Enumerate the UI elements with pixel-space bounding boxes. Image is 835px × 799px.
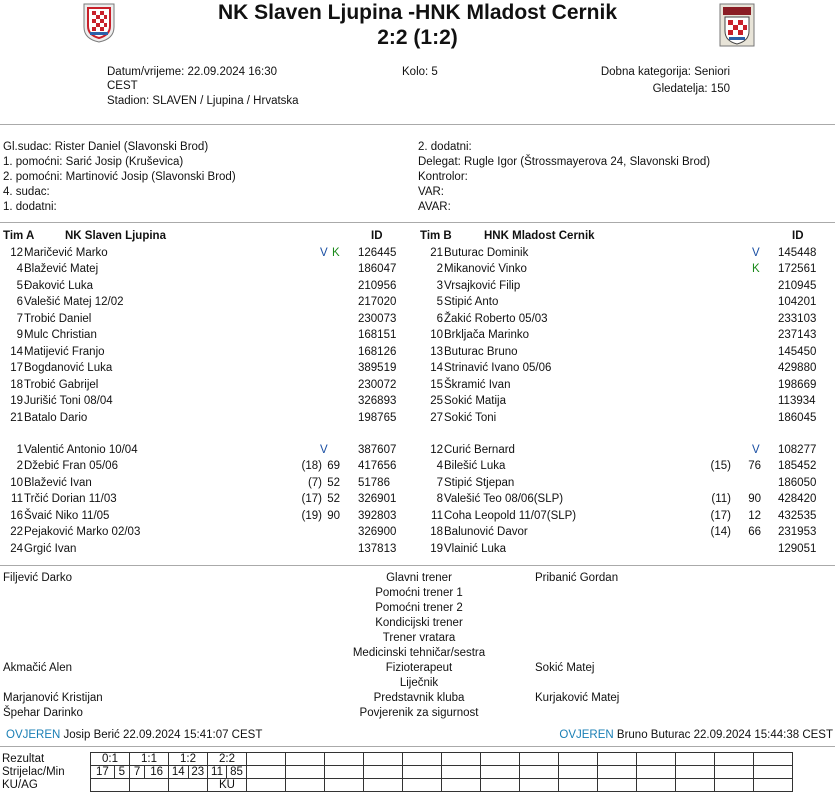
empty-cell	[286, 766, 325, 779]
player-name: Blažević Ivan	[24, 476, 92, 489]
player-id: 172561	[778, 263, 817, 276]
player-id: 168126	[358, 345, 397, 358]
empty-cell	[676, 779, 715, 792]
player-number: 22	[10, 526, 23, 539]
ku-cell	[91, 779, 130, 792]
player-id: 326901	[358, 493, 397, 506]
verified-by: Josip Berić 22.09.2024 15:41:07 CEST	[63, 729, 263, 741]
player-name: Blažević Matej	[24, 263, 99, 276]
player-number: 8	[436, 493, 443, 506]
player-id: 417656	[358, 460, 397, 473]
result-cell: 1:1	[130, 753, 169, 766]
empty-cell	[442, 766, 481, 779]
player-number: 5	[16, 279, 23, 292]
player-id: 217020	[358, 296, 397, 309]
ku-cell: KU	[208, 779, 247, 792]
player-id: 230072	[358, 378, 397, 391]
player-id: 168151	[358, 329, 397, 342]
player-name: Sokić Toni	[444, 411, 497, 424]
empty-cell	[598, 766, 637, 779]
team-b-label: Tim B	[420, 230, 452, 242]
official-line: 2. pomoćni: Martinović Josip (Slavonski Brod)	[3, 171, 236, 183]
player-id: 392803	[358, 509, 397, 522]
player-name: Bogdanović Luka	[24, 362, 113, 375]
empty-cell	[637, 779, 676, 792]
scorer-minute: 16	[145, 766, 169, 779]
player-name: Sokić Matija	[444, 395, 506, 408]
player-name: Trobić Gabrijel	[24, 378, 99, 391]
empty-cell	[520, 753, 559, 766]
staff-role: Medicinski tehničar/sestra	[352, 647, 486, 659]
staff-member-a: Akmačić Alen	[3, 662, 73, 674]
player-row	[0, 377, 835, 393]
match-stadium: Stadion: SLAVEN / Ljupina / Hrvatska	[107, 95, 299, 107]
empty-cell	[403, 779, 442, 792]
player-id: 233103	[778, 312, 817, 325]
empty-cell	[325, 766, 364, 779]
player-row	[0, 245, 835, 261]
player-id: 113934	[778, 395, 816, 408]
player-number: 10	[430, 329, 443, 342]
player-row	[0, 344, 835, 360]
player-number: 19	[10, 395, 23, 408]
player-id: 108277	[778, 444, 817, 456]
divider	[0, 746, 835, 747]
divider	[0, 124, 835, 125]
player-row	[0, 524, 835, 540]
empty-cell	[676, 753, 715, 766]
player-number: 6	[16, 296, 23, 309]
player-row	[0, 541, 835, 557]
staff-role: Liječnik	[399, 677, 439, 689]
player-number: 12	[430, 444, 443, 456]
staff-role: Trener vratara	[382, 632, 456, 644]
empty-cell	[247, 779, 286, 792]
substituted-player: (19)	[301, 509, 322, 522]
player-name: Buturac Dominik	[444, 247, 529, 259]
verification-a	[6, 729, 262, 741]
player-number: 4	[436, 460, 443, 473]
player-number: 7	[436, 476, 443, 489]
empty-cell	[403, 766, 442, 779]
match-score: 2:2 (1:2)	[377, 26, 458, 49]
player-id: 186045	[778, 411, 817, 424]
row-label: Rezultat	[2, 753, 45, 765]
scorer-minute: 5	[114, 766, 129, 779]
official-line: 1. pomoćni: Sarić Josip (Kruševica)	[3, 156, 184, 168]
team-a-label: Tim A	[3, 230, 35, 242]
player-number: 1	[16, 444, 23, 456]
staff-role: Fizioterapeut	[385, 662, 453, 674]
player-id: 137813	[358, 542, 397, 555]
player-number: 5	[436, 296, 443, 309]
player-number: 7	[16, 312, 23, 325]
empty-cell	[715, 766, 754, 779]
match-datetime: Datum/vrijeme: 22.09.2024 16:30	[107, 66, 278, 78]
staff-member-a: Špehar Darinko	[3, 707, 83, 719]
result-row	[2, 753, 793, 766]
substituted-player: (11)	[711, 493, 731, 506]
staff-role: Pomoćni trener 1	[375, 587, 463, 599]
player-number: 21	[10, 411, 23, 424]
staff-member-b: Kurjaković Matej	[535, 692, 620, 704]
empty-cell	[715, 753, 754, 766]
player-id: 231953	[778, 526, 817, 539]
player-name: Balunović Davor	[444, 526, 528, 539]
empty-cell	[715, 779, 754, 792]
player-name: Strinavić Ivano 05/06	[444, 362, 552, 375]
player-name: Trčić Dorian 11/03	[24, 493, 117, 506]
player-id: 51786	[358, 476, 390, 489]
empty-cell	[442, 753, 481, 766]
player-id: 186047	[358, 263, 397, 276]
staff-role: Povjerenik za sigurnost	[359, 707, 479, 719]
empty-cell	[247, 753, 286, 766]
verified-label: OVJEREN	[559, 729, 614, 741]
player-number: 14	[430, 362, 443, 375]
player-id: 126445	[358, 247, 397, 259]
official-line: VAR:	[418, 186, 444, 198]
player-number: 3	[436, 279, 443, 292]
substitution-minute: 52	[327, 493, 340, 506]
player-number: 16	[10, 509, 23, 522]
player-number: 18	[430, 526, 443, 539]
player-number: 10	[10, 476, 23, 489]
player-id: 432535	[778, 509, 817, 522]
substitution-minute: 12	[748, 509, 761, 522]
player-name: Curić Bernard	[444, 444, 515, 456]
player-number: 4	[16, 263, 23, 276]
player-name: Matijević Franjo	[24, 345, 105, 358]
player-id: 429880	[778, 362, 817, 375]
player-name: Džebić Fran 05/06	[24, 460, 118, 473]
team-a-name: NK Slaven Ljupina	[65, 230, 166, 242]
player-name: Švaić Niko 11/05	[24, 509, 110, 522]
player-number: 15	[430, 378, 443, 391]
substituted-player: (14)	[710, 526, 731, 539]
substituted-player: (17)	[301, 493, 322, 506]
row-label: KU/AG	[2, 779, 38, 791]
player-number: 13	[430, 345, 443, 358]
player-id: 198669	[778, 378, 817, 391]
goalkeeper-flag: V	[320, 444, 328, 456]
player-id: 387607	[358, 444, 397, 456]
team-b-id-header: ID	[792, 230, 804, 242]
player-number: 27	[430, 411, 443, 424]
empty-cell	[325, 779, 364, 792]
scorer-row	[2, 766, 793, 779]
substitution-minute: 76	[748, 460, 761, 473]
player-number: 14	[10, 345, 23, 358]
scorer-minute: 23	[188, 766, 208, 779]
player-id: 210945	[778, 279, 817, 292]
official-line: 4. sudac:	[3, 186, 50, 198]
ku-cell	[130, 779, 169, 792]
result-cell: 0:1	[91, 753, 130, 766]
player-row	[0, 442, 835, 458]
empty-cell	[364, 753, 403, 766]
empty-cell	[559, 766, 598, 779]
player-name: Žakić Roberto 05/03	[444, 312, 548, 325]
officials-left	[3, 140, 236, 215]
player-name: Đaković Luka	[24, 279, 94, 292]
player-row	[0, 311, 835, 327]
result-cell: 2:2	[208, 753, 247, 766]
empty-cell	[520, 779, 559, 792]
empty-cell	[481, 779, 520, 792]
player-id: 237143	[778, 329, 817, 342]
scorer-number: 7	[130, 766, 145, 779]
match-title: NK Slaven Ljupina -HNK Mladost Cernik	[217, 1, 618, 24]
official-line: 1. dodatni:	[3, 201, 57, 213]
substituted-player: (15)	[710, 460, 731, 473]
divider	[0, 565, 835, 566]
player-id: 428420	[778, 493, 817, 506]
empty-cell	[364, 766, 403, 779]
ku-cell	[169, 779, 208, 792]
substituted-player: (18)	[301, 460, 322, 473]
player-row	[0, 491, 835, 507]
player-number: 2	[436, 263, 443, 276]
empty-cell	[676, 766, 715, 779]
empty-cell	[559, 779, 598, 792]
goalkeeper-flag: V	[752, 247, 760, 259]
player-name: Vrsajković Filip	[444, 279, 521, 292]
staff-role: Glavni trener	[386, 572, 452, 584]
empty-cell	[598, 779, 637, 792]
player-name: Batalo Dario	[24, 411, 88, 424]
player-number: 21	[430, 247, 443, 259]
empty-cell	[754, 766, 793, 779]
empty-cell	[364, 779, 403, 792]
goalkeeper-flag: V	[752, 444, 760, 456]
player-number: 11	[431, 509, 443, 522]
player-name: Pejaković Marko 02/03	[24, 526, 141, 539]
empty-cell	[637, 766, 676, 779]
substitution-minute: 66	[748, 526, 761, 539]
player-id: 185452	[778, 460, 817, 473]
player-id: 145450	[778, 345, 817, 358]
player-row	[0, 475, 835, 491]
player-number: 24	[10, 542, 23, 555]
player-name: Valešić Matej 12/02	[24, 296, 124, 309]
player-number: 17	[10, 362, 23, 375]
staff-member-b: Sokić Matej	[535, 662, 595, 674]
empty-cell	[481, 753, 520, 766]
player-number: 19	[430, 542, 443, 555]
captain-flag: K	[752, 263, 760, 276]
score-timeline-table	[2, 752, 793, 792]
match-round: Kolo: 5	[402, 66, 438, 78]
staff-member-a: Marjanović Kristijan	[3, 692, 103, 704]
scorer-number: 14	[169, 766, 189, 779]
scorer-number: 17	[91, 766, 115, 779]
match-timezone: CEST	[107, 80, 138, 92]
player-name: Valentić Antonio 10/04	[24, 444, 138, 456]
empty-cell	[325, 753, 364, 766]
empty-cell	[403, 753, 442, 766]
player-number: 6	[436, 312, 443, 325]
player-number: 9	[16, 329, 23, 342]
verified-label: OVJEREN	[6, 729, 61, 741]
staff-member-b: Pribanić Gordan	[535, 572, 619, 584]
divider	[0, 222, 835, 223]
substitution-minute: 69	[327, 460, 340, 473]
ku-row	[2, 779, 793, 792]
player-id: 326893	[358, 395, 397, 408]
player-row	[0, 327, 835, 343]
substitution-minute: 90	[748, 493, 761, 506]
player-number: 25	[430, 395, 443, 408]
row-label: Strijelac/Min	[2, 766, 65, 778]
player-number: 11	[11, 493, 23, 506]
player-row	[0, 508, 835, 524]
staff-role: Pomoćni trener 2	[375, 602, 463, 614]
goalkeeper-flag: V	[320, 247, 328, 259]
verification-b	[559, 729, 833, 741]
player-id: 210956	[358, 279, 397, 292]
staff-role: Predstavnik kluba	[373, 692, 465, 704]
player-name: Jurišić Toni 08/04	[24, 395, 113, 408]
official-line: AVAR:	[418, 201, 451, 213]
scorer-minute: 85	[227, 766, 247, 779]
player-name: Valešić Teo 08/06(SLP)	[444, 493, 564, 506]
player-name: Coha Leopold 11/07(SLP)	[444, 509, 577, 522]
official-line: Delegat: Rugle Igor (Štrossmayerova 24, Slavonski Brod)	[418, 156, 711, 168]
player-name: Maričević Marko	[24, 247, 108, 259]
age-category: Dobna kategorija: Seniori	[600, 66, 730, 78]
empty-cell	[520, 766, 559, 779]
empty-cell	[286, 753, 325, 766]
player-name: Škramić Ivan	[444, 378, 511, 391]
player-id: 198765	[358, 411, 397, 424]
player-name: Bilešić Luka	[444, 460, 506, 473]
player-number: 12	[10, 247, 23, 259]
player-id: 326900	[358, 526, 397, 539]
team-b-name: HNK Mladost Cernik	[484, 230, 595, 242]
player-row	[0, 410, 835, 426]
player-number: 18	[10, 378, 23, 391]
player-row	[0, 261, 835, 277]
player-name: Vlainić Luka	[444, 542, 507, 555]
empty-cell	[754, 779, 793, 792]
official-line: Kontrolor:	[418, 171, 468, 183]
staff-role: Kondicijski trener	[375, 617, 463, 629]
substituted-player: (7)	[307, 476, 322, 489]
empty-cell	[754, 753, 793, 766]
empty-cell	[559, 753, 598, 766]
empty-cell	[247, 766, 286, 779]
player-row	[0, 393, 835, 409]
team-a-id-header: ID	[371, 230, 383, 242]
scorer-number: 11	[208, 766, 227, 779]
empty-cell	[442, 779, 481, 792]
player-id: 389519	[358, 362, 397, 375]
player-id: 230073	[358, 312, 397, 325]
player-name: Stipić Anto	[444, 296, 499, 309]
empty-cell	[637, 753, 676, 766]
player-name: Brkljača Marinko	[444, 329, 529, 342]
staff-member-a: Filjević Darko	[3, 572, 73, 584]
empty-cell	[598, 753, 637, 766]
empty-cell	[286, 779, 325, 792]
empty-cell	[481, 766, 520, 779]
captain-flag: K	[332, 247, 340, 259]
player-name: Stipić Stjepan	[444, 476, 515, 489]
spectators: Gledatelja: 150	[652, 83, 730, 95]
player-name: Trobić Daniel	[24, 312, 92, 325]
player-number: 2	[16, 460, 23, 473]
player-row	[0, 360, 835, 376]
official-line: Gl.sudac: Rister Daniel (Slavonski Brod)	[3, 141, 209, 153]
official-line: 2. dodatni:	[418, 141, 472, 153]
player-id: 145448	[778, 247, 817, 259]
officials-right	[418, 140, 710, 215]
player-id: 129051	[778, 542, 817, 555]
player-name: Mulc Christian	[24, 329, 97, 342]
player-row	[0, 294, 835, 310]
player-name: Mikanović Vinko	[444, 263, 527, 276]
substitution-minute: 90	[327, 509, 340, 522]
substituted-player: (17)	[710, 509, 731, 522]
result-cell: 1:2	[169, 753, 208, 766]
player-row	[0, 278, 835, 294]
player-id: 104201	[778, 296, 817, 309]
player-row	[0, 458, 835, 474]
player-name: Buturac Bruno	[444, 345, 518, 358]
player-id: 186050	[778, 476, 817, 489]
substitution-minute: 52	[327, 476, 340, 489]
verified-by: Bruno Buturac 22.09.2024 15:44:38 CEST	[616, 729, 833, 741]
player-name: Grgić Ivan	[24, 542, 77, 555]
